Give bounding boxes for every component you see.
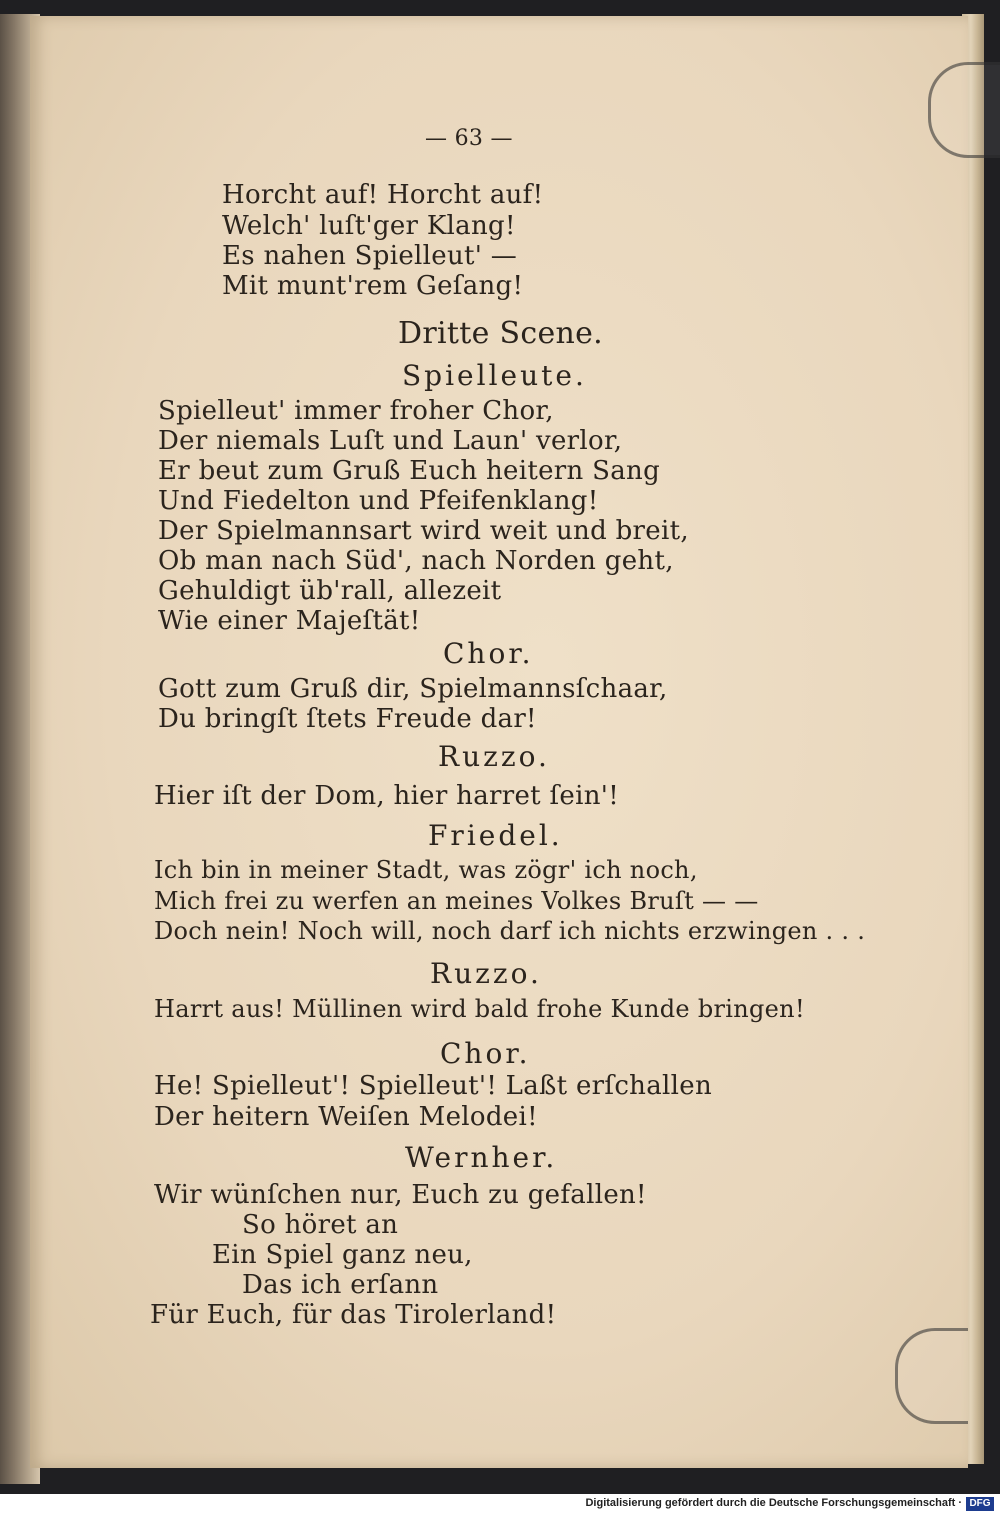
verse-line: Hier iſt der Dom, hier harret ſein'! [154, 781, 619, 811]
verse-line: Doch nein! Noch will, noch darf ich nichts erzwingen . . . [154, 917, 866, 945]
scene-title: Dritte Scene. [398, 316, 604, 351]
verse-line: Ein Spiel ganz neu, [212, 1240, 473, 1270]
speaker-name: Spielleute. [402, 359, 587, 392]
page-clip-bottom [895, 1328, 968, 1424]
verse-line: Der niemals Luſt und Laun' verlor, [158, 426, 623, 456]
speaker-name: Wernher. [405, 1141, 558, 1174]
speaker-name: Ruzzo. [430, 957, 542, 990]
verse-line: Gott zum Gruß dir, Spielmannsſchaar, [158, 674, 668, 704]
verse-line: Mit munt'rem Geſang! [222, 271, 524, 301]
verse-line: Horcht auf! Horcht auf! [222, 180, 544, 210]
verse-line: Mich frei zu werfen an meines Volkes Bruſt — — [154, 887, 759, 915]
verse-line: Das ich erſann [242, 1270, 439, 1300]
verse-line: Du bringſt ſtets Freude dar! [158, 704, 537, 734]
verse-line: Ob man nach Süd', nach Norden geht, [158, 546, 674, 576]
footer-bar [0, 1494, 1000, 1514]
page-clip-top [928, 62, 1000, 158]
verse-line: So höret an [242, 1210, 399, 1240]
speaker-name: Chor. [440, 1037, 531, 1070]
verse-line: Der heitern Weiſen Melodei! [154, 1102, 538, 1132]
verse-line: Für Euch, für das Tirolerland! [150, 1300, 557, 1330]
speaker-name: Friedel. [428, 819, 563, 852]
verse-line: Gehuldigt üb'rall, allezeit [158, 576, 502, 606]
verse-line: Harrt aus! Müllinen wird bald frohe Kunde bringen! [154, 995, 805, 1023]
verse-line: Es nahen Spielleut' — [222, 241, 518, 271]
verse-line: Spielleut' immer froher Chor, [158, 396, 554, 426]
verse-line: Welch' luſt'ger Klang! [222, 211, 516, 241]
verse-line: Und Fiedelton und Pfeifenklang! [158, 486, 599, 516]
speaker-name: Ruzzo. [438, 740, 550, 773]
verse-line: Der Spielmannsart wird weit und breit, [158, 516, 689, 546]
speaker-name: Chor. [443, 637, 534, 670]
verse-line: He! Spielleut'! Spielleut'! Laßt erſchallen [154, 1071, 712, 1101]
verse-line: Ich bin in meiner Stadt, was zögr' ich noch, [154, 856, 698, 884]
page-number: — 63 — [425, 126, 513, 151]
verse-line: Er beut zum Gruß Euch heitern Sang [158, 456, 661, 486]
dfg-logo: DFG [966, 1497, 994, 1511]
verse-line: Wie einer Majeſtät! [158, 606, 421, 636]
footer-credit: Digitalisierung gefördert durch die Deutsche Forschungsgemeinschaft · [585, 1497, 962, 1509]
verse-line: Wir wünſchen nur, Euch zu gefallen! [154, 1180, 647, 1210]
